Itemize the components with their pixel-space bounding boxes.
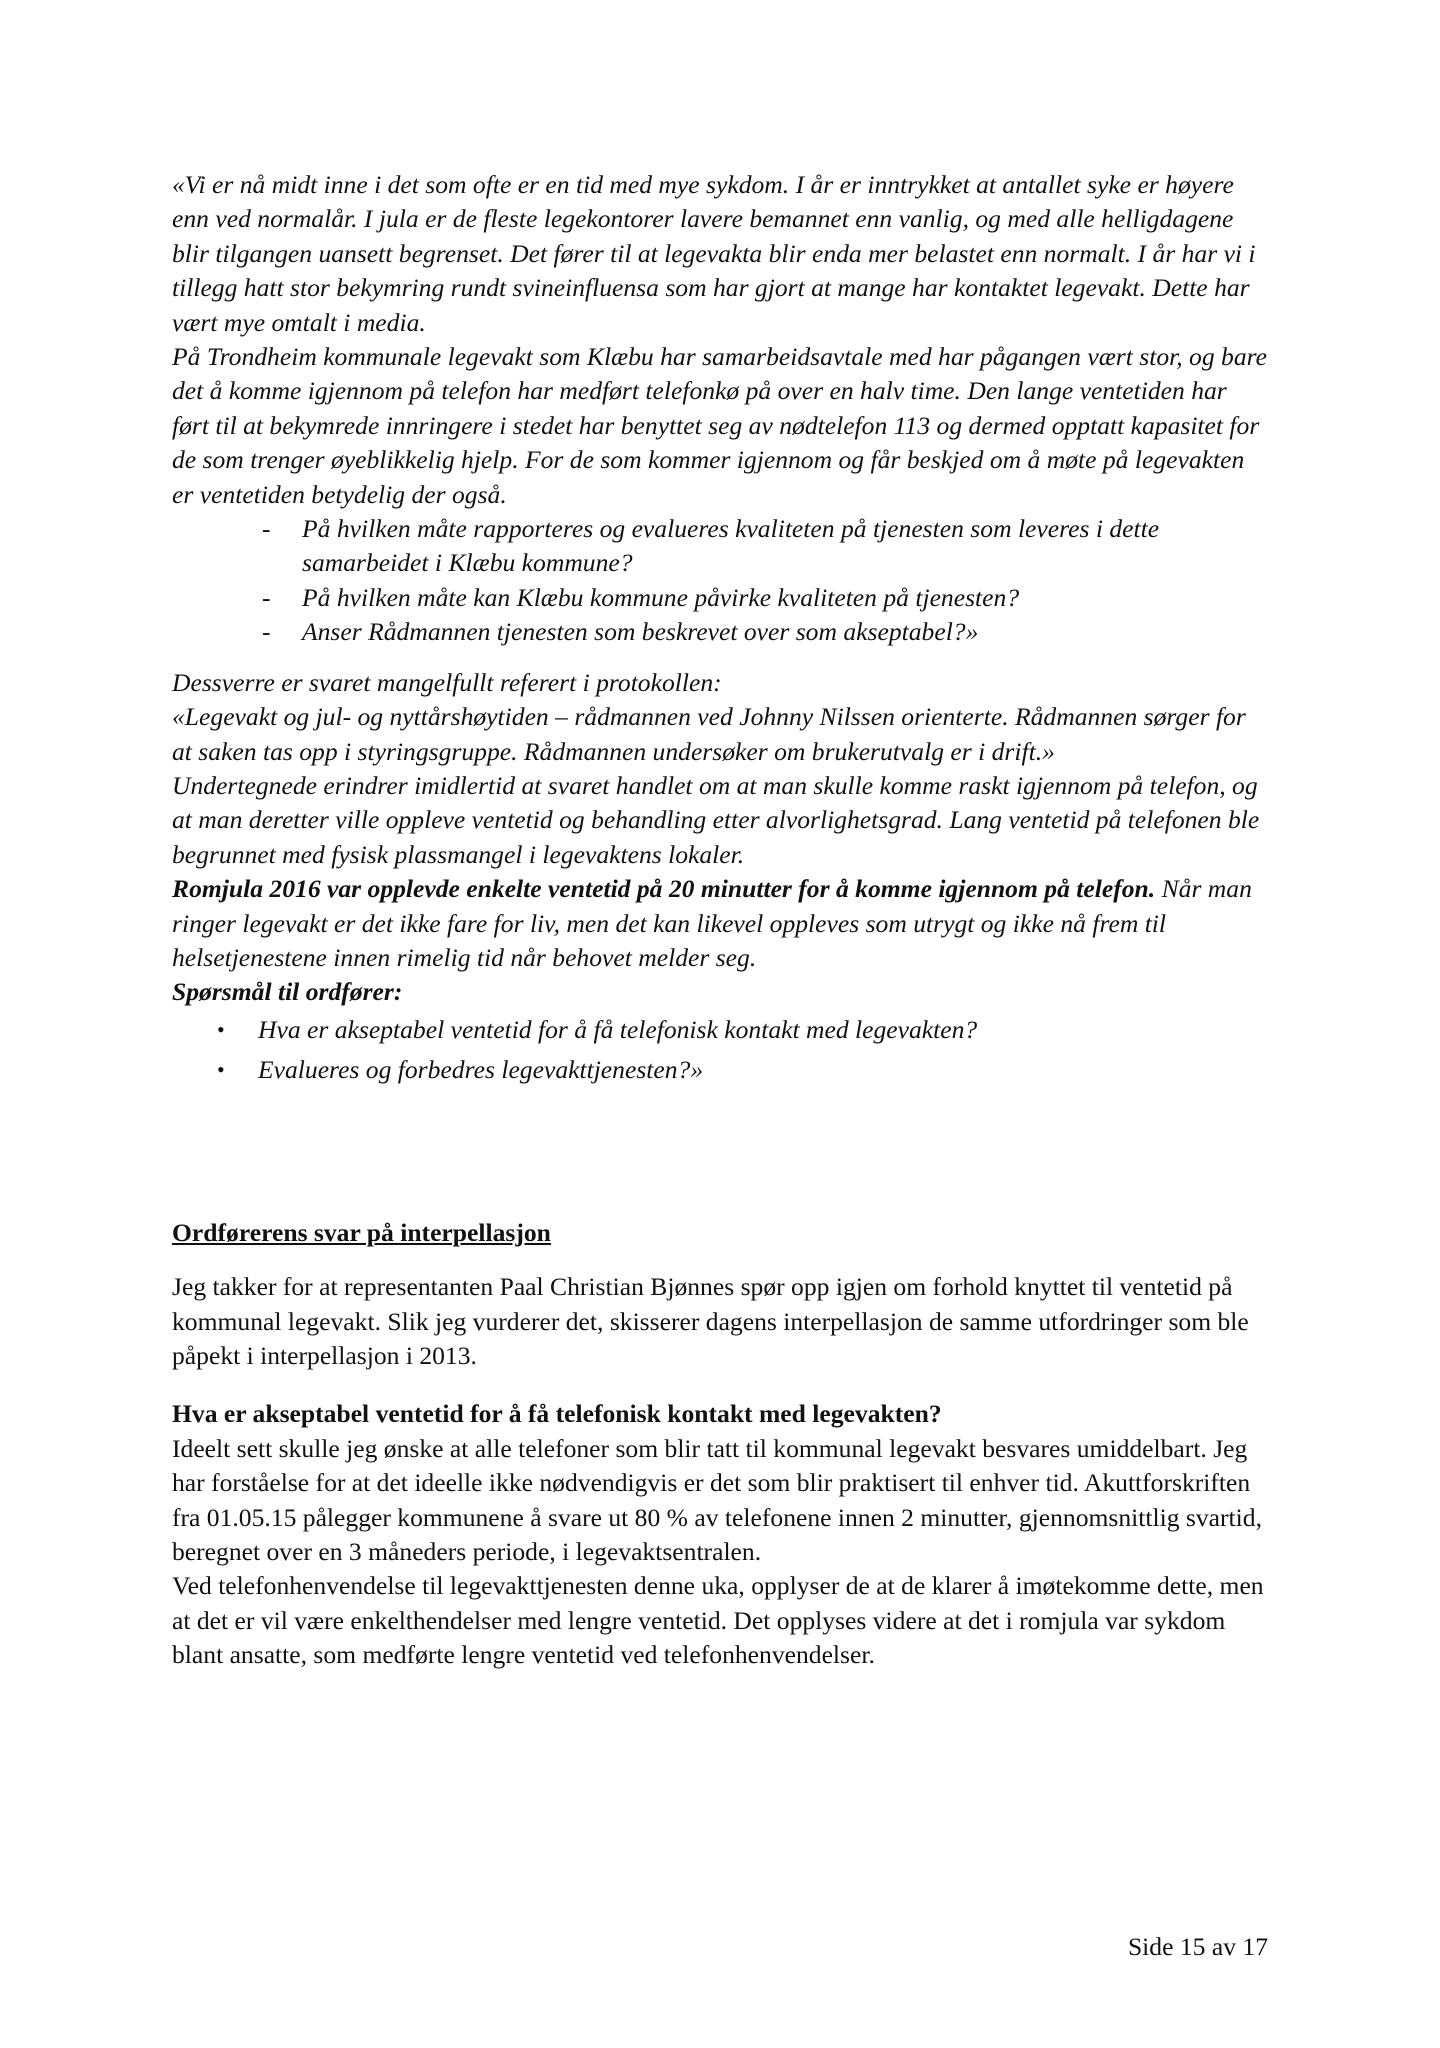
list-item-text: Hva er akseptabel ventetid for å få telefonisk kontakt med legevakten?	[258, 1014, 978, 1044]
romjul-paragraph	[172, 872, 1270, 975]
list-item-text: Anser Rådmannen tjenesten som beskrevet over som akseptabel?»	[302, 617, 979, 647]
romjul-bold-text: Romjula 2016 var opplevde enkelte ventetid på 20 minutter for å komme igjennom på telefon.	[172, 874, 1156, 904]
answer-question-heading: Hva er akseptabel ventetid for å få telefonisk kontakt med legevakten?	[172, 1399, 942, 1429]
list-item-text: Evalueres og forbedres legevakttjenesten?»	[258, 1054, 704, 1084]
dash-marker: -	[262, 617, 271, 647]
list-item	[172, 1010, 1270, 1050]
list-item-text: På hvilken måte rapporteres og evalueres kvaliteten på tjenesten som leveres i dette samarbeidet i Klæbu kommune?	[302, 514, 1160, 578]
list-item	[172, 1050, 1270, 1090]
questions-mayor-list	[172, 1010, 1270, 1090]
questions-heading	[172, 975, 1270, 1009]
list-item	[172, 512, 1270, 581]
bullet-marker: •	[217, 1056, 225, 1082]
recollection-paragraph: Undertegnede erindrer imidlertid at svaret handlet om at man skulle komme raskt igjennom på telefon, og at man deretter ville oppleve ventetid og behandling etter alvorlighetsgrad. Lang ventetid på telefonen ble begrunnet med fysisk plassmangel i legevaktens lokaler.	[172, 770, 1260, 869]
dash-marker: -	[262, 582, 271, 612]
list-item	[172, 581, 1270, 615]
protocol-intro: Dessverre er svaret mangelfullt referert i protokollen:	[172, 667, 722, 697]
bullet-marker: •	[217, 1016, 225, 1042]
answer-paragraph-2: Ved telefonhenvendelse til legevakttjenesten denne uka, opplyser de at de klarer å imøtekomme dette, men at det er vil være enkelthendelser med lengre ventetid. Det opplyses videre at det i romjula var sykdom blant ansatte, som medførte lengre ventetid ved telefonhenvendelser.	[172, 1571, 1264, 1670]
section-title: Ordførerens svar på interpellasjon	[172, 1217, 551, 1247]
answer-paragraph-1: Ideelt sett skulle jeg ønske at alle telefoner som blir tatt til kommunal legevakt besvares umiddelbart. Jeg har forståelse for at det ideelle ikke nødvendigvis er det som blir praktisert til enhver tid. Akuttforskriften fra 01.05.15 pålegger kommunene å svare ut 80 % av telefonene innen 2 minutter, gjennomsnittlig svartid, beregnet over en 3 måneders periode, i legevaktsentralen.	[172, 1433, 1262, 1566]
quote-paragraph-1: «Vi er nå midt inne i det som ofte er en tid med mye sykdom. I år er inntrykket at antallet syke er høyere enn ved normalår. I jula er de fleste legekontorer lavere bemannet enn vanlig, og med alle helligdagene blir tilgangen uansett begrenset. Det fører til at legevakta blir enda mer belastet enn normalt. I år har vi i tillegg hatt stor bekymring rundt svineinfluensa som har gjort at mange har kontaktet legevakt. Dette har vært mye omtalt i media.	[172, 170, 1256, 337]
questions-heading-text: Spørsmål til ordfører:	[172, 977, 403, 1007]
list-item-text: På hvilken måte kan Klæbu kommune påvirke kvaliteten på tjenesten?	[302, 582, 1020, 612]
list-item	[172, 615, 1270, 649]
questions-2013-list	[172, 512, 1270, 650]
quote-paragraph-2: På Trondheim kommunale legevakt som Klæbu har samarbeidsavtale med har pågangen vært stor, og bare det å komme igjennom på telefon har medført telefonkø på over en halv time. Den lange ventetiden har ført til at bekymrede innringere i stedet har benyttet seg av nødtelefon 113 og dermed opptatt kapasitet for de som trenger øyeblikkelig hjelp. For de som kommer igjennom og får beskjed om å møte på legevakten er ventetiden betydelig der også.	[172, 342, 1267, 509]
dash-marker: -	[262, 514, 271, 544]
page-number: Side 15 av 17	[1127, 1932, 1268, 1961]
romjul-rest-text: Når man ringer legevakt er det ikke fare for liv, men det kan likevel oppleves som utrygt og ikke nå frem til helsetjenestene innen rimelig tid når behovet melder seg.	[172, 874, 1252, 972]
protocol-quote: «Legevakt og jul- og nyttårshøytiden – rådmannen ved Johnny Nilssen orienterte. Rådmannen sørger for at saken tas opp i styringsgruppe. Rådmannen undersøker om brukerutvalg er i drift.»	[172, 702, 1246, 766]
answer-intro: Jeg takker for at representanten Paal Christian Bjønnes spør opp igjen om forhold knyttet til ventetid på kommunal legevakt. Slik jeg vurderer det, skisserer dagens interpellasjon de samme utfordringer som ble påpekt i interpellasjon i 2013.	[172, 1272, 1249, 1370]
document-page	[172, 168, 1270, 1673]
